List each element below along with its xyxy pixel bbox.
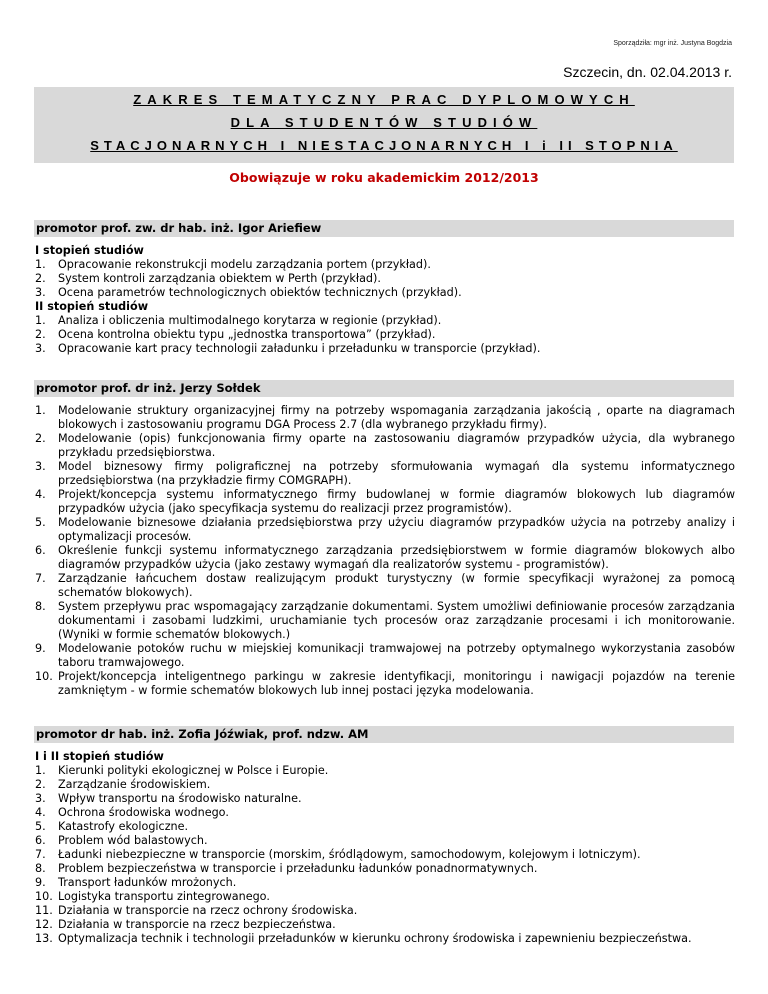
item-number: 2.: [35, 432, 46, 445]
item-number: 2.: [35, 272, 46, 285]
level-heading: I i II stopień studiów: [35, 750, 164, 763]
item-text: Projekt/koncepcja systemu informatycznego firmy budowlanej w formie diagramów blokowych lub diagramów przypadków użycia (jako specyfikacja systemu do realizacji przez programistów).: [58, 488, 735, 515]
item-text: Analiza i obliczenia multimodalnego korytarza w regionie (przykład).: [58, 314, 442, 327]
item-number: 10.: [35, 670, 53, 683]
item-number: 3.: [35, 460, 46, 473]
item-number: 4.: [35, 806, 46, 819]
list-item: [35, 932, 735, 946]
list-item: [35, 572, 735, 600]
item-number: 3.: [35, 792, 46, 805]
date-line: Szczecin, dn. 02.04.2013 r.: [563, 64, 732, 80]
item-number: 12.: [35, 918, 53, 931]
list-item: [35, 820, 735, 834]
list-item: [35, 342, 735, 356]
list-item: [35, 432, 735, 460]
item-number: 6.: [35, 544, 46, 557]
item-text: Problem bezpieczeństwa w transporcie i przeładunku ładunków ponadnormatywnych.: [58, 862, 538, 875]
list-item: [35, 834, 735, 848]
item-text: System kontroli zarządzania obiektem w Perth (przykład).: [58, 272, 381, 285]
item-text: Optymalizacja technik i technologii przeładunków w kierunku ochrony środowiska i zapewnieniu bezpieczeństwa.: [58, 932, 692, 945]
item-text: Ocena kontrolna obiektu typu „jednostka transportowa” (przykład).: [58, 328, 436, 341]
item-text: Problem wód balastowych.: [58, 834, 208, 847]
list-item: [35, 904, 735, 918]
item-number: 4.: [35, 488, 46, 501]
list-item: [35, 258, 735, 272]
item-number: 9.: [35, 642, 46, 655]
prepared-by-note: Sporządziła: mgr inż. Justyna Bogdzia: [613, 40, 732, 47]
list-item: [35, 890, 735, 904]
item-text: Opracowanie rekonstrukcji modelu zarządzania portem (przykład).: [58, 258, 431, 271]
item-text: Transport ładunków mrożonych.: [58, 876, 237, 889]
item-text: Ocena parametrów technologicznych obiektów technicznych (przykład).: [58, 286, 462, 299]
item-number: 7.: [35, 848, 46, 861]
section-soldek: [35, 404, 735, 698]
item-text: Ładunki niebezpieczne w transporcie (morskim, śródlądowym, samochodowym, kolejowym i lotniczym).: [58, 848, 641, 861]
item-number: 2.: [35, 328, 46, 341]
list-item: [35, 328, 735, 342]
item-text: Projekt/koncepcja inteligentnego parkingu w zakresie identyfikacji, monitoringu i nawigacji pojazdów na terenie zamkniętym - w formie schematów blokowych lub innej postaci języka modelowania.: [58, 670, 735, 697]
item-text: Działania w transporcie na rzecz ochrony środowiska.: [58, 904, 358, 917]
item-text: Wpływ transportu na środowisko naturalne.: [58, 792, 302, 805]
validity-note: Obowiązuje w roku akademickim 2012/2013: [229, 170, 539, 185]
item-text: System przepływu prac wspomagający zarządzanie dokumentami. System umożliwi definiowanie procesów zarządzania dokumentami i zasobami ludzkimi, uruchamianie tych procesów oraz zarządzanie procesami i ich monitorowanie. (Wyniki w formie schematów blokowych.): [58, 600, 735, 641]
item-number: 11.: [35, 904, 53, 917]
promotor-header-soldek: promotor prof. dr inż. Jerzy Sołdek: [34, 380, 734, 397]
item-number: 8.: [35, 862, 46, 875]
item-number: 8.: [35, 600, 46, 613]
item-number: 6.: [35, 834, 46, 847]
list-item: [35, 600, 735, 642]
list-item: [35, 286, 735, 300]
item-number: 9.: [35, 876, 46, 889]
list-item: [35, 404, 735, 432]
promotor-header-jozwiak: promotor dr hab. inż. Zofia Jóźwiak, prof. ndzw. AM: [34, 726, 734, 743]
level-heading: II stopień studiów: [35, 300, 149, 313]
list-item: [35, 488, 735, 516]
list-item: [35, 848, 735, 862]
item-number: 7.: [35, 572, 46, 585]
list-item: [35, 764, 735, 778]
title-line-1: ZAKRES TEMATYCZNY PRAC DYPLOMOWYCH: [133, 92, 635, 107]
list-item: [35, 778, 735, 792]
item-number: 5.: [35, 516, 46, 529]
list-item: [35, 876, 735, 890]
item-number: 3.: [35, 342, 46, 355]
item-text: Kierunki polityki ekologicznej w Polsce i Europie.: [58, 764, 329, 777]
item-number: 1.: [35, 404, 46, 417]
item-text: Katastrofy ekologiczne.: [58, 820, 189, 833]
item-text: Modelowanie struktury organizacyjnej firmy na potrzeby wspomagania zarządzania jakością , oparte na diagramach blokowych i zastosowaniu programu DGA Process 2.7 (dla wybranego przykładu firmy).: [58, 404, 735, 431]
item-text: Działania w transporcie na rzecz bezpieczeństwa.: [58, 918, 336, 931]
list-item: [35, 792, 735, 806]
item-text: Opracowanie kart pracy technologii załadunku i przeładunku w transporcie (przykład).: [58, 342, 541, 355]
level-heading: I stopień studiów: [35, 244, 144, 257]
item-text: Zarządzanie łańcuchem dostaw realizującym produkt turystyczny (w formie specyfikacji wyrażonej za pomocą schematów blokowych).: [58, 572, 735, 599]
item-text: Ochrona środowiska wodnego.: [58, 806, 229, 819]
list-item: [35, 516, 735, 544]
title-line-2: DLA STUDENTÓW STUDIÓW: [230, 115, 538, 130]
item-text: Określenie funkcji systemu informatycznego zarządzania przedsiębiorstwem w formie diagramów blokowych albo diagramów przypadków użycia (jako zestawy wymagań dla realizatorów systemu - programistów).: [58, 544, 735, 571]
item-number: 2.: [35, 778, 46, 791]
list-item: [35, 862, 735, 876]
list-item: [35, 544, 735, 572]
title-line-3: STACJONARNYCH I NIESTACJONARNYCH I i II STOPNIA: [90, 138, 678, 153]
item-text: Modelowanie biznesowe działania przedsiębiorstwa przy użyciu diagramów przypadków użycia na potrzeby analizy i optymalizacji procesów.: [58, 516, 735, 543]
item-text: Modelowanie potoków ruchu w miejskiej komunikacji tramwajowej na potrzeby optymalnego wykorzystania zasobów taboru tramwajowego.: [58, 642, 735, 669]
section-ariefiew: [35, 244, 735, 356]
item-text: Modelowanie (opis) funkcjonowania firmy oparte na zastosowaniu diagramów przypadków użycia, dla wybranego przykładu przedsiębiorstwa.: [58, 432, 735, 459]
item-text: Zarządzanie środowiskiem.: [58, 778, 211, 791]
item-number: 10.: [35, 890, 53, 903]
list-item: [35, 272, 735, 286]
list-item: [35, 806, 735, 820]
item-text: Model biznesowy firmy poligraficznej na potrzeby sformułowania wymagań dla systemu informatycznego przedsiębiorstwa (na przykładzie firmy COMGRAPH).: [58, 460, 735, 487]
item-number: 1.: [35, 314, 46, 327]
promotor-header-ariefiew: promotor prof. zw. dr hab. inż. Igor Ariefiew: [34, 220, 734, 237]
list-item: [35, 314, 735, 328]
item-number: 5.: [35, 820, 46, 833]
list-item: [35, 460, 735, 488]
item-number: 1.: [35, 764, 46, 777]
item-number: 13.: [35, 932, 53, 945]
list-item: [35, 642, 735, 670]
item-number: 3.: [35, 286, 46, 299]
section-jozwiak: [35, 750, 735, 946]
list-item: [35, 918, 735, 932]
item-number: 1.: [35, 258, 46, 271]
list-item: [35, 670, 735, 698]
item-text: Logistyka transportu zintegrowanego.: [58, 890, 270, 903]
title-box: [34, 87, 734, 163]
